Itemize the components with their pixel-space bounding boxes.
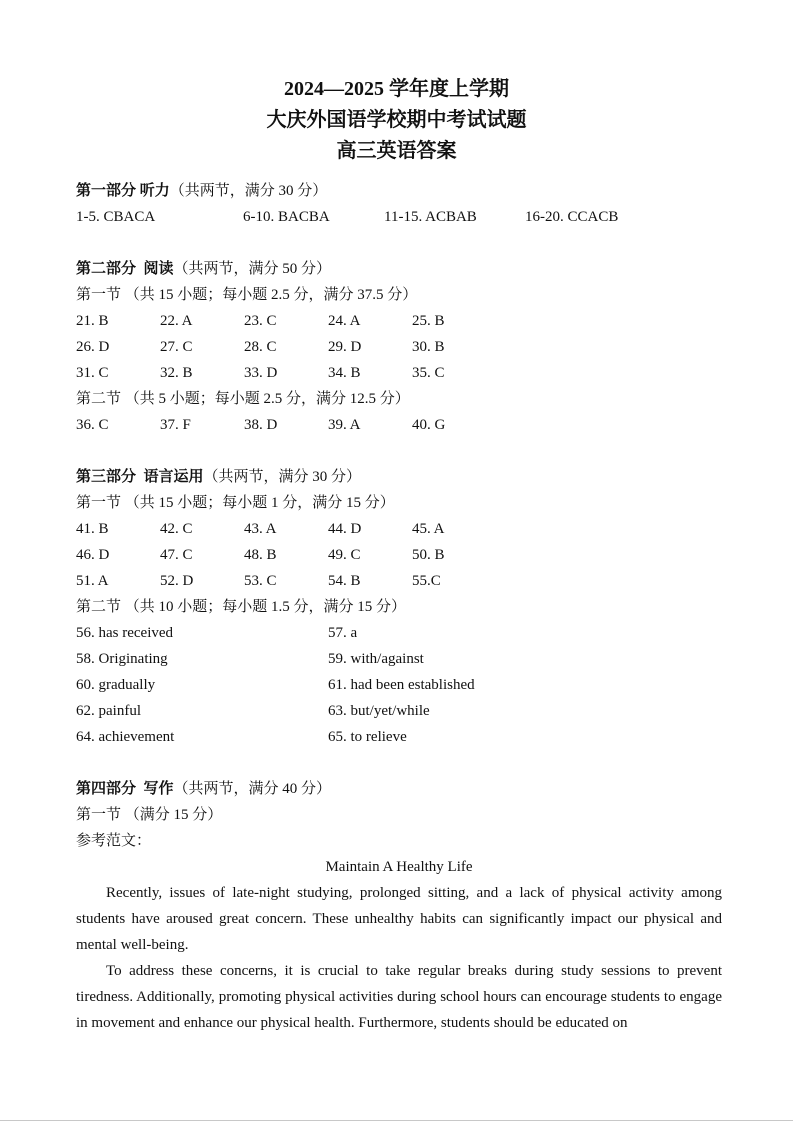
- part1-heading: [76, 178, 722, 204]
- answer-cell: 29. D: [328, 339, 362, 355]
- answer-cell: 39. A: [328, 417, 361, 433]
- answer-cell: 54. B: [328, 573, 361, 589]
- answer-cell: 34. B: [328, 365, 361, 381]
- title-exam-name: 大庆外国语学校期中考试试题: [266, 109, 527, 131]
- reference-essay-label: 参考范文：: [76, 833, 152, 849]
- answer-cell: 46. D: [76, 547, 110, 563]
- fill-answer: 56. has received: [76, 625, 174, 641]
- fill-row: [76, 698, 722, 724]
- part4-section1-heading: 第一节 （满分 15 分）: [76, 807, 223, 823]
- answer-row: [76, 542, 722, 568]
- answer-cell: 47. C: [160, 547, 193, 563]
- part1-answers-row: [76, 204, 722, 230]
- answer-row: [76, 516, 722, 542]
- part3-section2-heading: 第二节 （共 10 小题；每小题 1.5 分，满分 15 分）: [76, 599, 407, 615]
- fill-answer: 62. painful: [76, 703, 141, 719]
- answer-cell: 44. D: [328, 521, 362, 537]
- answer-cell: 31. C: [76, 365, 109, 381]
- fill-answer: 64. achievement: [76, 729, 175, 745]
- answer-cell: 51. A: [76, 573, 109, 589]
- answer-row: [76, 360, 722, 386]
- fill-answer: 58. Originating: [76, 651, 168, 667]
- part3-heading: [76, 464, 722, 490]
- answer-cell: 43. A: [244, 521, 277, 537]
- answer-cell: 48. B: [244, 547, 277, 563]
- fill-row: [76, 672, 722, 698]
- answer-cell: 35. C: [412, 365, 445, 381]
- answer-cell: 37. F: [160, 417, 191, 433]
- answer-cell: 22. A: [160, 313, 193, 329]
- part1-note: （共两节，满分 30 分）: [169, 183, 328, 199]
- part3-number: 第三部分: [76, 469, 137, 485]
- part1-answer-group: 1-5. CBACA: [76, 209, 156, 225]
- part1-answer-group: 16-20. CCACB: [525, 209, 619, 225]
- answer-cell: 33. D: [244, 365, 278, 381]
- answer-cell: 25. B: [412, 313, 445, 329]
- part2-note: （共两节，满分 50 分）: [173, 261, 332, 277]
- answer-cell: 41. B: [76, 521, 109, 537]
- answer-row: [76, 568, 722, 594]
- essay-title: Maintain A Healthy Life: [325, 859, 473, 875]
- part2-section2-heading: 第二节 （共 5 小题；每小题 2.5 分，满分 12.5 分）: [76, 391, 410, 407]
- answer-cell: 27. C: [160, 339, 193, 355]
- part1-answer-group: 6-10. BACBA: [243, 209, 330, 225]
- part2-name: 阅读: [143, 261, 174, 277]
- answer-cell: 38. D: [244, 417, 278, 433]
- answer-cell: 53. C: [244, 573, 277, 589]
- part3-section1-heading: 第一节 （共 15 小题；每小题 1 分，满分 15 分）: [76, 495, 395, 511]
- title-answer-key: 高三英语答案: [336, 140, 457, 162]
- fill-answer: 61. had been established: [328, 677, 475, 693]
- answer-cell: 32. B: [160, 365, 193, 381]
- answer-cell: 36. C: [76, 417, 109, 433]
- essay-paragraph: Recently, issues of late-night studying, prolonged sitting, and a lack of physical activity among students have aroused great concern. These unhealthy habits can significantly impact our physical and mental well-being.: [76, 885, 722, 953]
- fill-row: [76, 646, 722, 672]
- answer-cell: 24. A: [328, 313, 361, 329]
- answer-cell: 28. C: [244, 339, 277, 355]
- part4-name: 写作: [143, 781, 174, 797]
- part1-answer-group: 11-15. ACBAB: [384, 209, 477, 225]
- part2-number: 第二部分: [76, 261, 137, 277]
- fill-answer: 57. a: [328, 625, 358, 641]
- answer-cell: 30. B: [412, 339, 445, 355]
- fill-answer: 60. gradually: [76, 677, 156, 693]
- answer-cell: 23. C: [244, 313, 277, 329]
- part4-heading: [76, 776, 722, 802]
- answer-cell: 55.C: [412, 573, 441, 589]
- answer-content: [76, 178, 722, 1036]
- page-bottom-divider: [0, 1120, 793, 1121]
- part1-number: 第一部分: [76, 183, 137, 199]
- answer-row: [76, 308, 722, 334]
- fill-answer: 63. but/yet/while: [328, 703, 430, 719]
- answer-cell: 45. A: [412, 521, 445, 537]
- fill-answer: 59. with/against: [328, 651, 424, 667]
- part2-section1-heading: 第一节 （共 15 小题；每小题 2.5 分，满分 37.5 分）: [76, 287, 418, 303]
- part4-number: 第四部分: [76, 781, 137, 797]
- answer-cell: 52. D: [160, 573, 194, 589]
- fill-row: [76, 620, 722, 646]
- part4-note: （共两节，满分 40 分）: [173, 781, 332, 797]
- answer-cell: 26. D: [76, 339, 110, 355]
- answer-cell: 42. C: [160, 521, 193, 537]
- essay-paragraph: To address these concerns, it is crucial to take regular breaks during study sessions to prevent tiredness. Additionally, promoting physical activities during school hours can encourage students to engage in movement and enhance our physical health. Furthermore, students should be educated on: [76, 963, 722, 1031]
- answer-cell: 21. B: [76, 313, 109, 329]
- part3-note: （共两节，满分 30 分）: [203, 469, 362, 485]
- title-block: [0, 74, 793, 167]
- part2-heading: [76, 256, 722, 282]
- fill-answer: 65. to relieve: [328, 729, 407, 745]
- answer-row: [76, 412, 722, 438]
- part1-name: 听力: [139, 183, 170, 199]
- title-school-year: 2024—2025 学年度上学期: [284, 78, 509, 100]
- answer-cell: 49. C: [328, 547, 361, 563]
- answer-cell: 40. G: [412, 417, 446, 433]
- answer-row: [76, 334, 722, 360]
- answer-cell: 50. B: [412, 547, 445, 563]
- part3-name: 语言运用: [143, 469, 204, 485]
- fill-row: [76, 724, 722, 750]
